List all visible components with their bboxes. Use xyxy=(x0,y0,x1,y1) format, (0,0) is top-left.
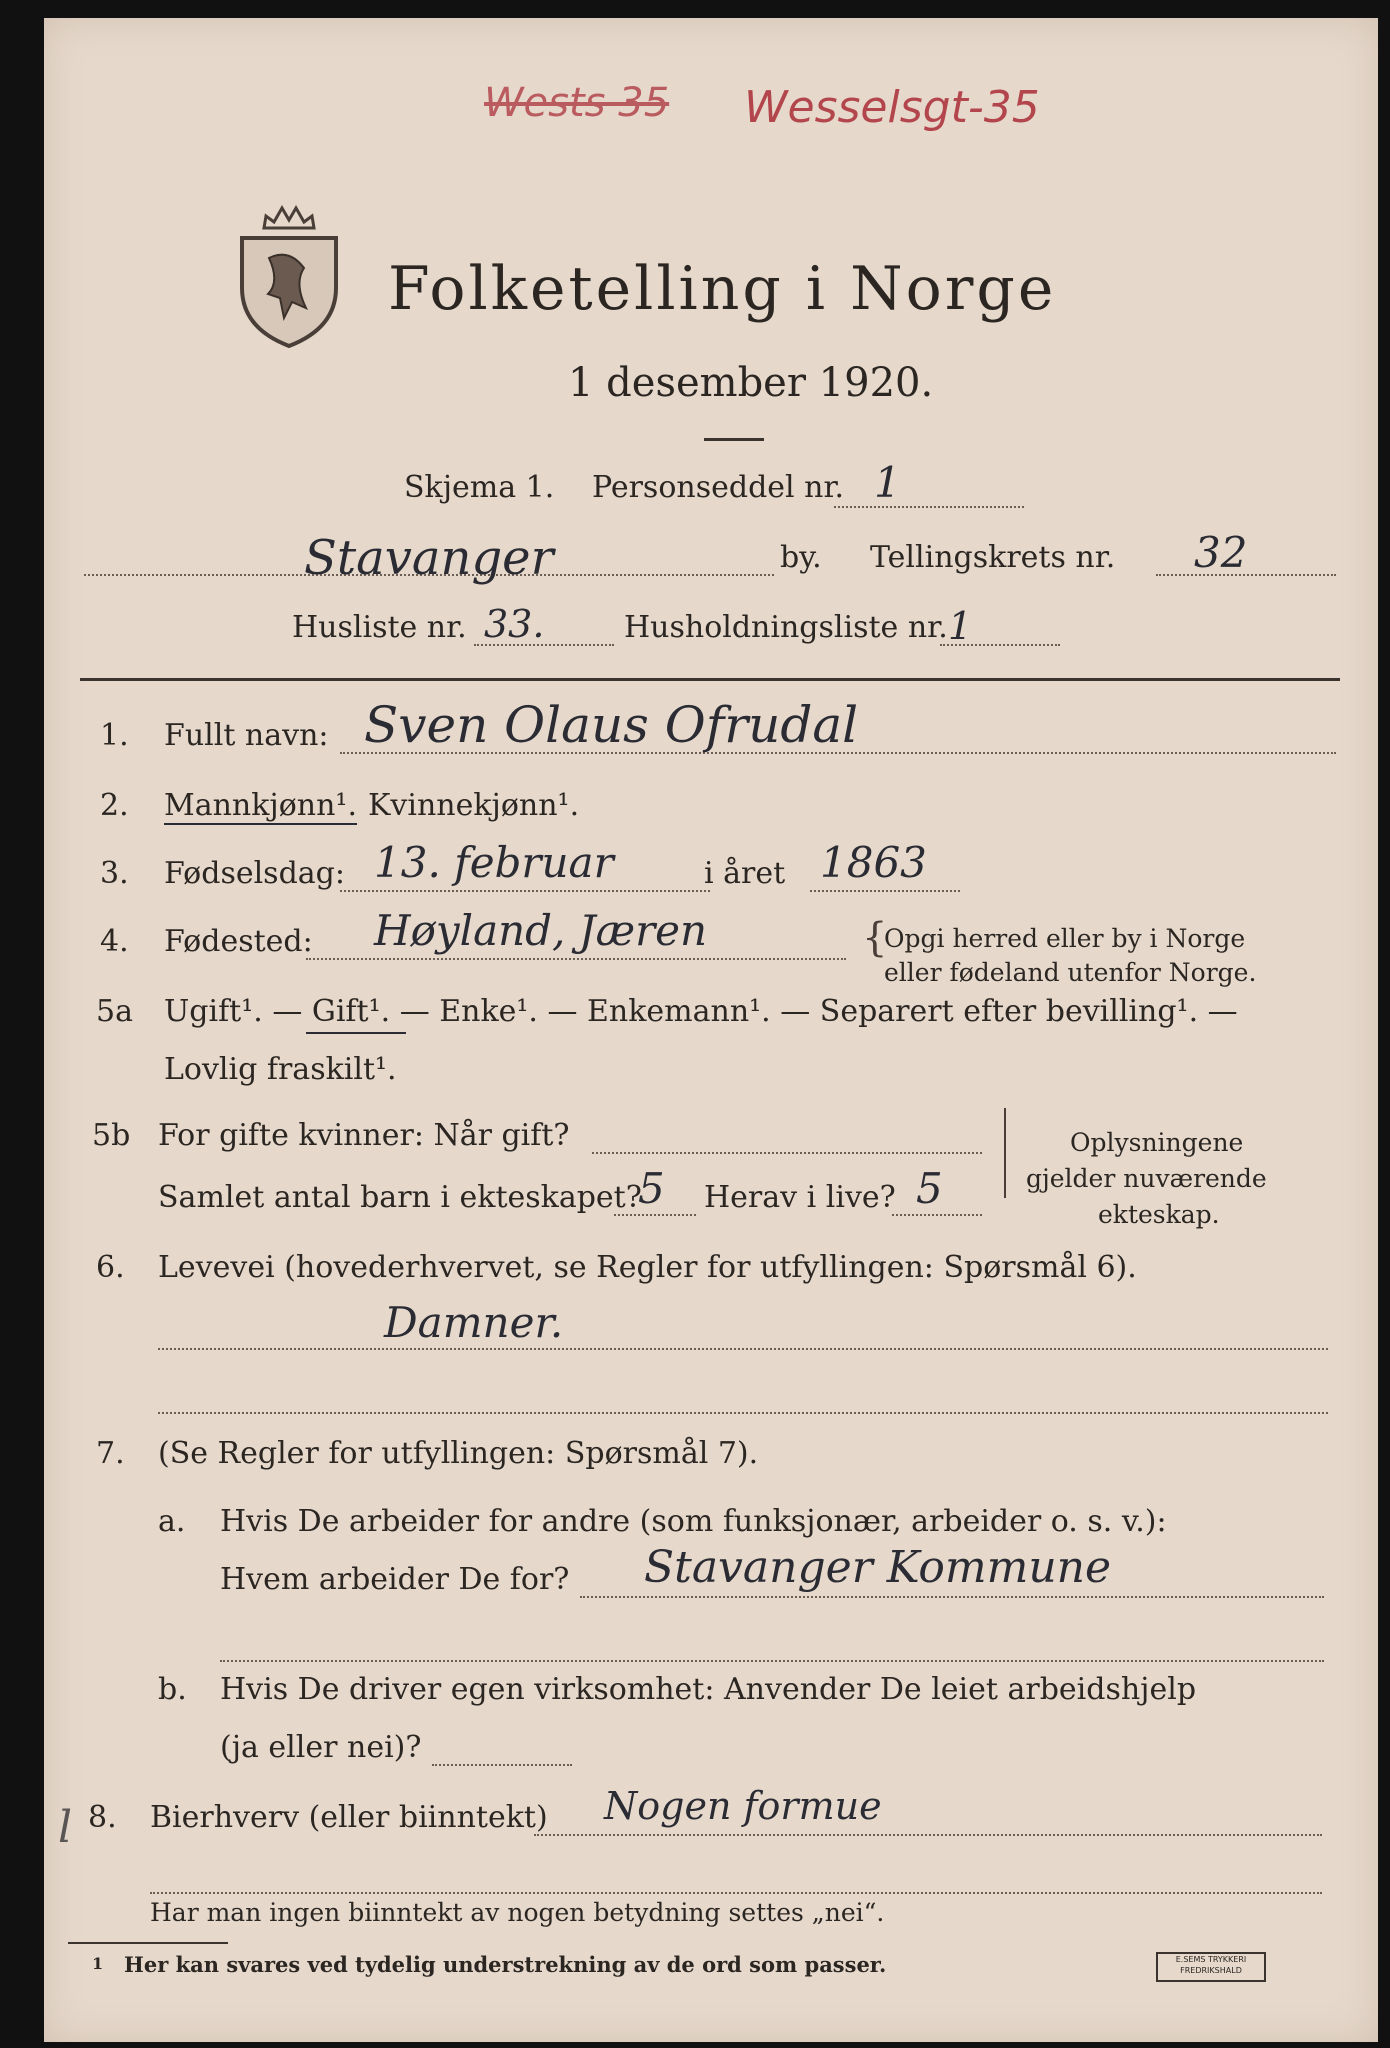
married-when-line xyxy=(592,1152,982,1154)
birthplace-note-2: eller fødeland utenfor Norge. xyxy=(884,958,1257,987)
header-separator xyxy=(80,678,1340,681)
side-income-value: Nogen formue xyxy=(604,1784,882,1828)
q7b-letter: b. xyxy=(158,1672,187,1707)
city-value: Stavanger xyxy=(304,530,554,586)
census-form-page xyxy=(44,18,1378,2042)
address-annotation: Wesselsgt-35 xyxy=(744,82,1040,133)
printer-line-2: FREDRIKSHALD xyxy=(1180,1966,1242,1975)
q2-number: 2. xyxy=(100,788,129,823)
side-income-line xyxy=(534,1834,1322,1836)
printer-line-1: E.SEMS TRYKKERI xyxy=(1175,1955,1247,1964)
full-name-label: Fullt navn: xyxy=(164,718,329,753)
husholdning-value: 1 xyxy=(948,604,973,648)
employer-value: Stavanger Kommune xyxy=(644,1542,1112,1593)
struck-address-annotation: Wests 35 xyxy=(484,80,670,126)
children-value: 5 xyxy=(638,1164,665,1213)
title-divider xyxy=(704,438,764,441)
q7-label: (Se Regler for utfyllingen: Spørsmål 7). xyxy=(158,1436,759,1471)
q8-number: 8. xyxy=(88,1800,117,1835)
birthdate-value: 13. februar xyxy=(374,838,614,887)
personseddel-label: Personseddel nr. xyxy=(592,470,845,505)
husholdning-label: Husholdningsliste nr. xyxy=(624,610,948,645)
married-when-label: For gifte kvinner: Når gift? xyxy=(158,1118,570,1153)
birthplace-line xyxy=(306,958,846,960)
side-income-label: Bierhverv (eller biinntekt) xyxy=(150,1800,548,1835)
children-line xyxy=(614,1214,696,1216)
married-note-3: ekteskap. xyxy=(1098,1200,1220,1229)
children-label: Samlet antal barn i ekteskapet? xyxy=(158,1180,642,1215)
marital-options-line2: Lovlig fraskilt¹. xyxy=(164,1052,397,1087)
alive-line xyxy=(892,1214,982,1216)
birthplace-label: Fødested: xyxy=(164,924,313,959)
q7a-question: Hvis De arbeider for andre (som funksjonær, arbeider o. s. v.): xyxy=(220,1504,1167,1539)
occupation-value: Damner. xyxy=(384,1298,564,1347)
gift-underline xyxy=(306,1032,406,1034)
q4-number: 4. xyxy=(100,924,129,959)
q7b-question: Hvis De driver egen virksomhet: Anvender De leiet arbeidshjelp xyxy=(220,1672,1197,1707)
employer-label: Hvem arbeider De for? xyxy=(220,1562,570,1597)
birthplace-value: Høyland, Jæren xyxy=(374,906,708,955)
birthplace-note-brace: { xyxy=(862,915,888,961)
birthdate-label: Fødselsdag: xyxy=(164,856,345,891)
occupation-line-2 xyxy=(158,1412,1328,1414)
form-title: Folketelling i Norge xyxy=(388,254,1057,324)
q3-number: 3. xyxy=(100,856,129,891)
by-label: by. xyxy=(780,540,822,575)
married-note-brace xyxy=(1004,1108,1006,1198)
alive-label: Herav i live? xyxy=(704,1180,896,1215)
footnote-text: Her kan svares ved tydelig understrekning av de ord som passer. xyxy=(124,1952,887,1977)
footnote-rule xyxy=(68,1942,228,1944)
q5a-number: 5a xyxy=(96,994,133,1029)
marital-options: Ugift¹. — Gift¹. — Enke¹. — Enkemann¹. — Separert efter bevilling¹. — xyxy=(164,994,1238,1029)
occupation-label: Levevei (hovederhvervet, se Regler for utfyllingen: Spørsmål 6). xyxy=(158,1250,1137,1285)
husliste-value: 33. xyxy=(484,602,545,646)
no-income-note: Har man ingen biinntekt av nogen betydning settes „nei“. xyxy=(150,1898,885,1927)
hired-help-line xyxy=(432,1764,572,1766)
tellingskrets-label: Tellingskrets nr. xyxy=(870,540,1116,575)
q6-number: 6. xyxy=(96,1250,125,1285)
employer-line xyxy=(580,1596,1324,1598)
personseddel-value: 1 xyxy=(874,458,901,507)
birth-year-value: 1863 xyxy=(820,838,927,887)
birth-year-line xyxy=(810,890,960,892)
full-name-value: Sven Olaus Ofrudal xyxy=(364,696,859,754)
personseddel-line xyxy=(834,506,1024,508)
occupation-line-1 xyxy=(158,1348,1328,1350)
tellingskrets-value: 32 xyxy=(1194,528,1248,577)
alive-value: 5 xyxy=(916,1164,943,1213)
female-option: Kvinnekjønn¹. xyxy=(368,788,580,823)
birth-year-label: i året xyxy=(704,856,786,891)
male-option: Mannkjønn¹. xyxy=(164,788,357,823)
side-income-line-2 xyxy=(150,1892,1322,1894)
skjema-label: Skjema 1. xyxy=(404,470,555,505)
footnote-mark: 1 xyxy=(92,1954,104,1973)
q7-number: 7. xyxy=(96,1436,125,1471)
printer-stamp xyxy=(1156,1952,1266,1982)
married-note-2: gjelder nuværende xyxy=(1026,1164,1267,1193)
hired-help-label: (ja eller nei)? xyxy=(220,1730,422,1765)
census-date: 1 desember 1920. xyxy=(568,360,934,406)
birthplace-note-1: Opgi herred eller by i Norge xyxy=(884,924,1246,953)
q5b-number: 5b xyxy=(92,1118,131,1153)
husliste-label: Husliste nr. xyxy=(292,610,467,645)
q7a-letter: a. xyxy=(158,1504,186,1539)
married-note-1: Oplysningene xyxy=(1070,1128,1244,1157)
q1-number: 1. xyxy=(100,718,129,753)
birthdate-line xyxy=(340,890,710,892)
coat-of-arms-icon xyxy=(234,198,344,348)
employer-line-2 xyxy=(220,1660,1324,1662)
q8-margin-mark: l xyxy=(58,1802,73,1853)
